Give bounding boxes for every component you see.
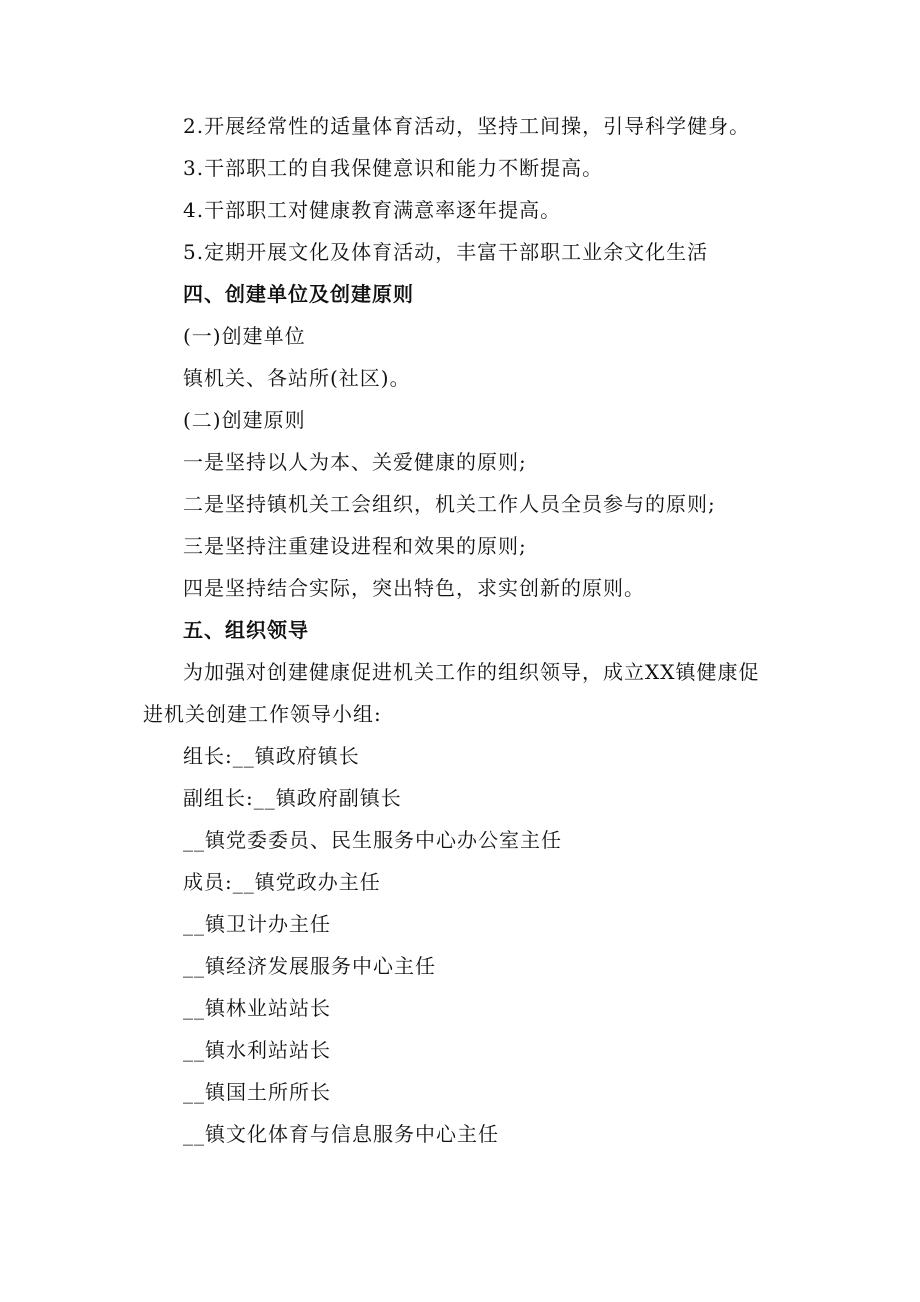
member-deputy-leader: 副组长:__镇政府副镇长 bbox=[183, 786, 402, 810]
paragraph-leadership-line-2: 进机关创建工作领导小组: bbox=[143, 702, 382, 726]
paragraph-leadership-line-1: 为加强对创建健康促进机关工作的组织领导，成立XX镇健康促 bbox=[183, 660, 760, 684]
section-heading-5: 五、组织领导 bbox=[183, 618, 309, 642]
member-item: __镇卫计办主任 bbox=[183, 912, 331, 936]
principle-2: 二是坚持镇机关工会组织，机关工作人员全员参与的原则; bbox=[183, 492, 716, 516]
goal-item-2: 2.开展经常性的适量体育活动，坚持工间操，引导科学健身。 bbox=[183, 114, 751, 138]
member-item: __镇经济发展服务中心主任 bbox=[183, 954, 436, 978]
member-item: __镇国土所所长 bbox=[183, 1080, 331, 1104]
goal-item-3: 3.干部职工的自我保健意识和能力不断提高。 bbox=[183, 156, 604, 180]
section-heading-4: 四、创建单位及创建原则 bbox=[183, 282, 414, 306]
member-deputy-leader-2: __镇党委委员、民生服务中心办公室主任 bbox=[183, 828, 562, 852]
member-leader: 组长:__镇政府镇长 bbox=[183, 744, 360, 768]
subsection-heading-principles: (二)创建原则 bbox=[183, 408, 306, 432]
subsection-heading-units: (一)创建单位 bbox=[183, 324, 306, 348]
goal-item-4: 4.干部职工对健康教育满意率逐年提高。 bbox=[183, 198, 562, 222]
paragraph-units: 镇机关、各站所(社区)。 bbox=[183, 366, 411, 390]
member-item: __镇林业站站长 bbox=[183, 996, 331, 1020]
member-item: __镇文化体育与信息服务中心主任 bbox=[183, 1122, 499, 1146]
member-list-start: 成员:__镇党政办主任 bbox=[183, 870, 381, 894]
principle-3: 三是坚持注重建设进程和效果的原则; bbox=[183, 534, 527, 558]
principle-1: 一是坚持以人为本、关爱健康的原则; bbox=[183, 450, 527, 474]
member-item: __镇水利站站长 bbox=[183, 1038, 331, 1062]
principle-4: 四是坚持结合实际，突出特色，求实创新的原则。 bbox=[183, 576, 645, 600]
goal-item-5: 5.定期开展文化及体育活动，丰富干部职工业余文化生活 bbox=[183, 240, 709, 264]
